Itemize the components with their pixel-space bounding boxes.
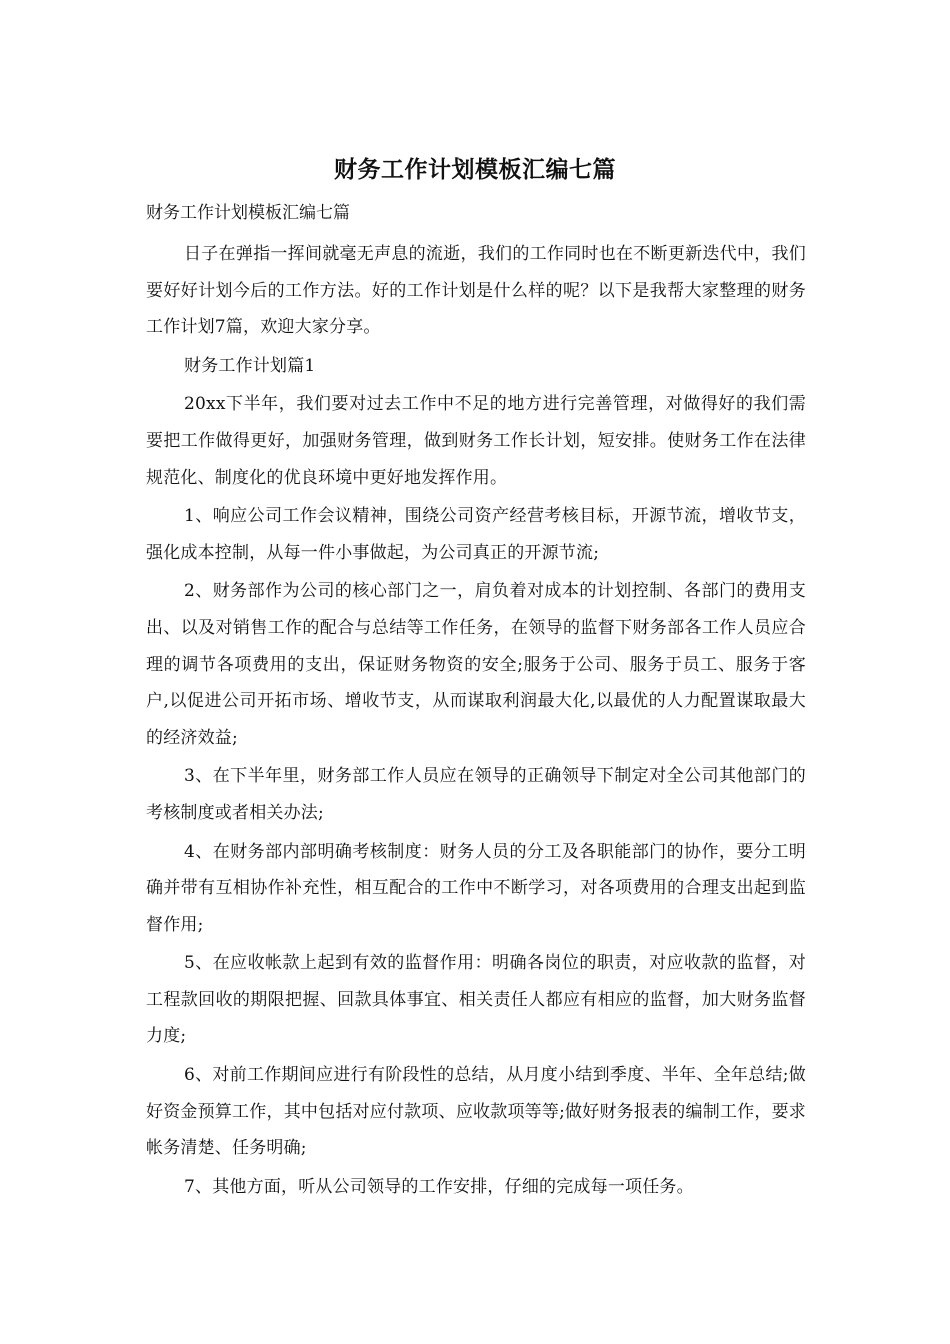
list-item-2: 2、财务部作为公司的核心部门之一，肩负着对成本的计划控制、各部门的费用支出、以及对销售工作的配合与总结等工作任务，在领导的监督下财务部各工作人员应合理的调节各项费用的支出，保证财务物资的安全;服务于公司、服务于员工、服务于客户,以促进公司开拓市场、增收节支，从而谋取利润最大化,以最优的人力配置谋取最大的经济效益; <box>146 581 806 748</box>
section-heading: 财务工作计划篇1 <box>184 355 316 376</box>
list-item-4: 4、在财务部内部明确考核制度：财务人员的分工及各职能部门的协作，要分工明确并带有互相协作补充性，相互配合的工作中不断学习，对各项费用的合理支出起到监督作用; <box>146 841 806 935</box>
list-item-6: 6、对前工作期间应进行有阶段性的总结，从月度小结到季度、半年、全年总结;做好资金预算工作，其中包括对应付款项、应收款项等等;做好财务报表的编制工作，要求帐务清楚、任务明确; <box>146 1065 806 1159</box>
list-item-1: 1、响应公司工作会议精神，围绕公司资产经营考核目标，开源节流，增收节支，强化成本控制，从每一件小事做起，为公司真正的开源节流; <box>146 506 806 563</box>
document-title: 财务工作计划模板汇编七篇 <box>334 156 616 183</box>
body-paragraph: 20xx下半年，我们要对过去工作中不足的地方进行完善管理，对做得好的我们需要把工作做得更好，加强财务管理，做到财务工作长计划，短安排。使财务工作在法律规范化、制度化的优良环境中更好地发挥作用。 <box>146 394 806 488</box>
intro-paragraph: 日子在弹指一挥间就毫无声息的流逝，我们的工作同时也在不断更新迭代中，我们要好好计划今后的工作方法。好的工作计划是什么样的呢？以下是我帮大家整理的财务工作计划7篇，欢迎大家分享。 <box>146 244 806 338</box>
document-subtitle: 财务工作计划模板汇编七篇 <box>146 203 350 223</box>
list-item-7: 7、其他方面，听从公司领导的工作安排，仔细的完成每一项任务。 <box>184 1176 694 1197</box>
list-item-3: 3、在下半年里，财务部工作人员应在领导的正确领导下制定对全公司其他部门的考核制度或者相关办法; <box>146 766 806 823</box>
list-item-5: 5、在应收帐款上起到有效的监督作用：明确各岗位的职责，对应收款的监督，对工程款回收的期限把握、回款具体事宜、相关责任人都应有相应的监督，加大财务监督力度; <box>146 953 806 1047</box>
document-body <box>146 236 806 1207</box>
